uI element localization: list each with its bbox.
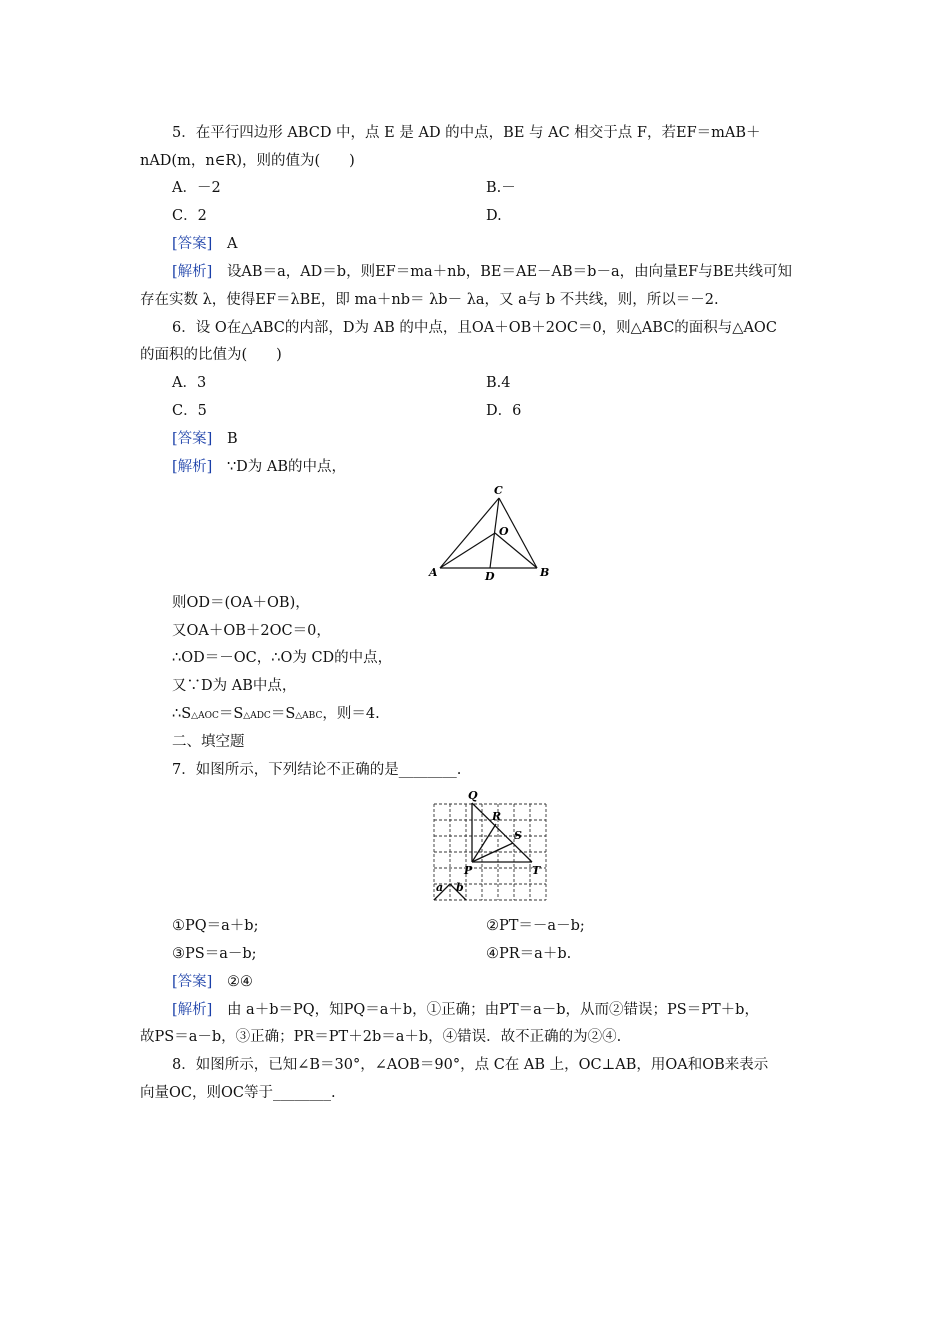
step5-sub-adc: △ADC (243, 711, 271, 721)
q8-stem-line2: 向量OC，则OC等于________. (140, 1085, 336, 1101)
q5-answer (172, 234, 237, 254)
label-a-vector: a (436, 881, 444, 894)
label-b: B (540, 566, 550, 579)
triangle-figure (420, 482, 570, 582)
q7-answer (172, 972, 253, 992)
label-s: S (514, 829, 522, 842)
q6-step5 (172, 704, 380, 726)
q7-stem: 7．如图所示，下列结论不正确的是________. (172, 762, 462, 778)
q6-step1: 则OD＝(OA＋OB)， (172, 595, 310, 611)
q8-stem-line1: 8．如图所示，已知∠B＝30°，∠AOB＝90°，点 C在 AB 上，OC⊥AB，用OA和OB来表示 (172, 1057, 769, 1073)
label-a: A (429, 566, 438, 579)
step5-mid1: ＝S (218, 706, 244, 722)
q7-option-1: ①PQ＝a＋b; (172, 918, 259, 934)
analysis-tag: [解析] (172, 1002, 213, 1018)
answer-tag: [答案] (172, 974, 213, 990)
answer-tag: [答案] (172, 431, 213, 447)
q6-option-c: C．5 (172, 403, 207, 419)
segment-bo (495, 533, 537, 568)
label-c: C (494, 484, 503, 497)
label-d: D (485, 570, 495, 582)
q7-analysis-line2: 故PS＝a－b，③正确；PR＝PT＋2b＝a＋b，④错误．故不正确的为②④. (140, 1029, 622, 1045)
segment-ao (440, 533, 495, 568)
segment-ac (440, 498, 499, 568)
analysis-text: 由 a＋b＝PQ，知PQ＝a＋b，①正确；由PT＝a－b，从而②错误；PS＝PT＋b， (226, 1002, 759, 1018)
label-r: R (492, 810, 502, 823)
q5-option-d: D. (486, 208, 502, 224)
answer-value: ②④ (226, 974, 253, 990)
q6-stem-line1: 6．设 O在△ABC的内部，D为 AB 的中点，且OA＋OB＋2OC＝0，则△ABC的面积与△AOC (172, 320, 777, 336)
step5-sub-abc: △ABC (295, 711, 323, 721)
q6-step4: 又∵D为 AB中点， (172, 678, 297, 694)
q5-analysis-line1 (172, 262, 792, 282)
q7-option-2: ②PT＝－a－b; (486, 918, 585, 934)
grid-figure (428, 788, 558, 906)
q6-option-d: D．6 (486, 403, 522, 419)
q5-stem-line2: nAD(m，n∈R)，则的值为( ) (140, 153, 355, 169)
answer-tag: [答案] (172, 236, 213, 252)
q5-option-a: A．－2 (172, 180, 221, 196)
label-p: P (464, 864, 473, 877)
q7-option-3: ③PS＝a－b; (172, 946, 257, 962)
label-q: Q (468, 789, 478, 802)
q5-option-b: B.－ (486, 180, 516, 196)
analysis-tag: [解析] (172, 459, 213, 475)
analysis-tag: [解析] (172, 264, 213, 280)
q6-analysis-line1 (172, 457, 346, 477)
q6-step2: 又OA＋OB＋2OC＝0， (172, 623, 331, 639)
q7-option-4: ④PR＝a＋b. (486, 946, 572, 962)
q6-answer (172, 429, 238, 449)
q7-analysis-line1 (172, 1000, 759, 1020)
q5-stem-line1: 5．在平行四边形 ABCD 中，点 E 是 AD 的中点，BE 与 AC 相交于点 F，若EF＝mAB＋ (172, 125, 761, 141)
q6-step3: ∴OD＝－OC，∴O为 CD的中点， (172, 650, 393, 666)
step5-mid2: ＝S (270, 706, 296, 722)
label-b-vector: b (456, 881, 464, 894)
label-o: O (499, 525, 509, 538)
label-t: T (532, 864, 541, 877)
answer-value: B (226, 431, 238, 447)
q5-option-c: C．2 (172, 208, 207, 224)
step5-pre: ∴S (172, 706, 192, 722)
section-title: 二、填空题 (172, 734, 245, 750)
analysis-text: 设AB＝a，AD＝b，则EF＝ma＋nb，BE＝AE－AB＝b－a，由向量EF与BE共线可知 (226, 264, 792, 280)
step5-post: ，则＝4. (322, 706, 380, 722)
segment-qt (472, 803, 532, 862)
step5-sub-aoc: △AOC (191, 711, 219, 721)
answer-value: A (226, 236, 238, 252)
q6-option-b: B.4 (486, 375, 511, 391)
q6-option-a: A．3 (172, 375, 207, 391)
q5-analysis-line2: 存在实数 λ，使得EF＝λBE，即 ma＋nb＝ λb－ λa，又 a与 b 不共线，则，所以＝－2. (140, 292, 719, 308)
analysis-text: ∵D为 AB的中点， (226, 459, 347, 475)
q6-stem-line2: 的面积的比值为( ) (140, 347, 282, 363)
